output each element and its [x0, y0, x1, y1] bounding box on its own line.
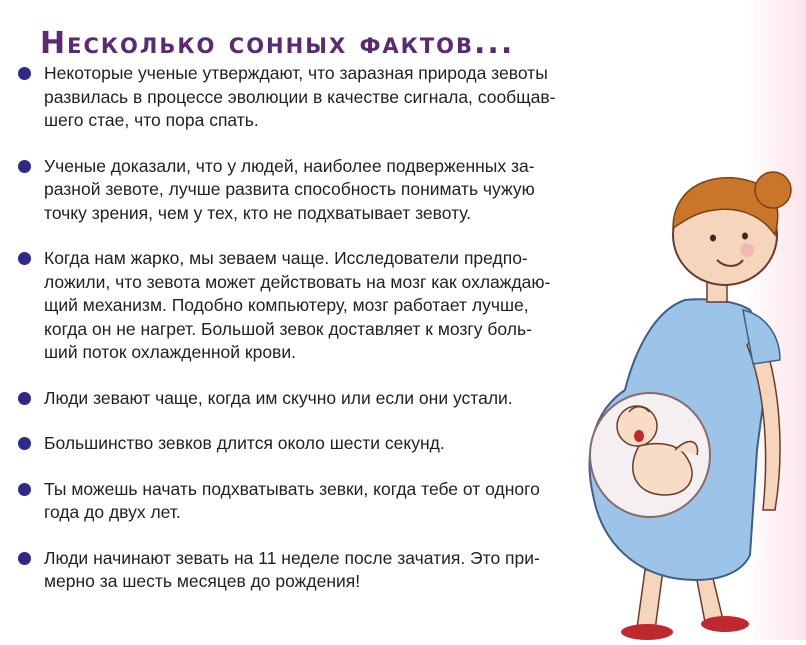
fact-line: Ты можешь начать подхватывать зевки, когда тебе от одного: [44, 478, 540, 499]
fact-item-2: [16, 155, 596, 226]
fact-line: Ученые доказали, что у людей, наиболее подверженных за-: [44, 155, 535, 176]
fact-line: мерно за шесть месяцев до рождения!: [44, 571, 361, 591]
bullet-icon: [18, 552, 31, 565]
bullet-icon: [18, 392, 31, 405]
fact-line: когда он не нагрет. Большой зевок доставляет к мозгу боль-: [44, 318, 532, 339]
fact-line: Когда нам жарко, мы зеваем чаще. Исследователи предпо-: [44, 248, 528, 268]
fact-line: Люди зевают чаще, когда им скучно или если они устали.: [44, 387, 513, 408]
bullet-icon: [18, 67, 31, 80]
bullet-icon: [18, 437, 31, 450]
bullet-icon: [18, 483, 31, 496]
fact-item-3: [16, 247, 596, 365]
page-title: Несколько сонных фактов...: [40, 26, 515, 62]
fact-line: Люди начинают зевать на 11 неделе после зачатия. Это при-: [44, 547, 540, 568]
fact-item-5: [16, 432, 596, 456]
bullet-icon: [18, 160, 31, 173]
fact-line: ший поток охлажденной крови.: [44, 342, 296, 362]
fact-item-1: [16, 62, 596, 133]
fact-line: разной зевоте, лучше развита способность понимать чужую: [44, 179, 535, 199]
fact-line: шего стае, что пора спать.: [44, 110, 259, 130]
fact-line: точку зрения, чем у тех, кто не подхватывает зевоту.: [44, 202, 472, 223]
bullet-icon: [18, 252, 31, 265]
pregnant-woman-icon: [575, 150, 806, 640]
fact-line: Некоторые ученые утверждают, что заразная природа зевоты: [44, 63, 548, 83]
fact-item-6: [16, 478, 596, 525]
fact-line: года до двух лет.: [44, 502, 181, 522]
pregnant-woman-illustration: [575, 150, 806, 640]
facts-list: [16, 62, 596, 616]
fact-line: ложили, что зевота может действовать на мозг как охлаждаю-: [44, 271, 551, 292]
fact-line: щий механизм. Подобно компьютеру, мозг работает лучше,: [44, 295, 529, 315]
fact-line: Большинство зевков длится около шести секунд.: [44, 433, 445, 453]
fact-item-4: [16, 387, 596, 411]
fact-line: развилась в процессе эволюции в качестве сигнала, сообщав-: [44, 86, 556, 107]
fact-item-7: [16, 547, 596, 594]
